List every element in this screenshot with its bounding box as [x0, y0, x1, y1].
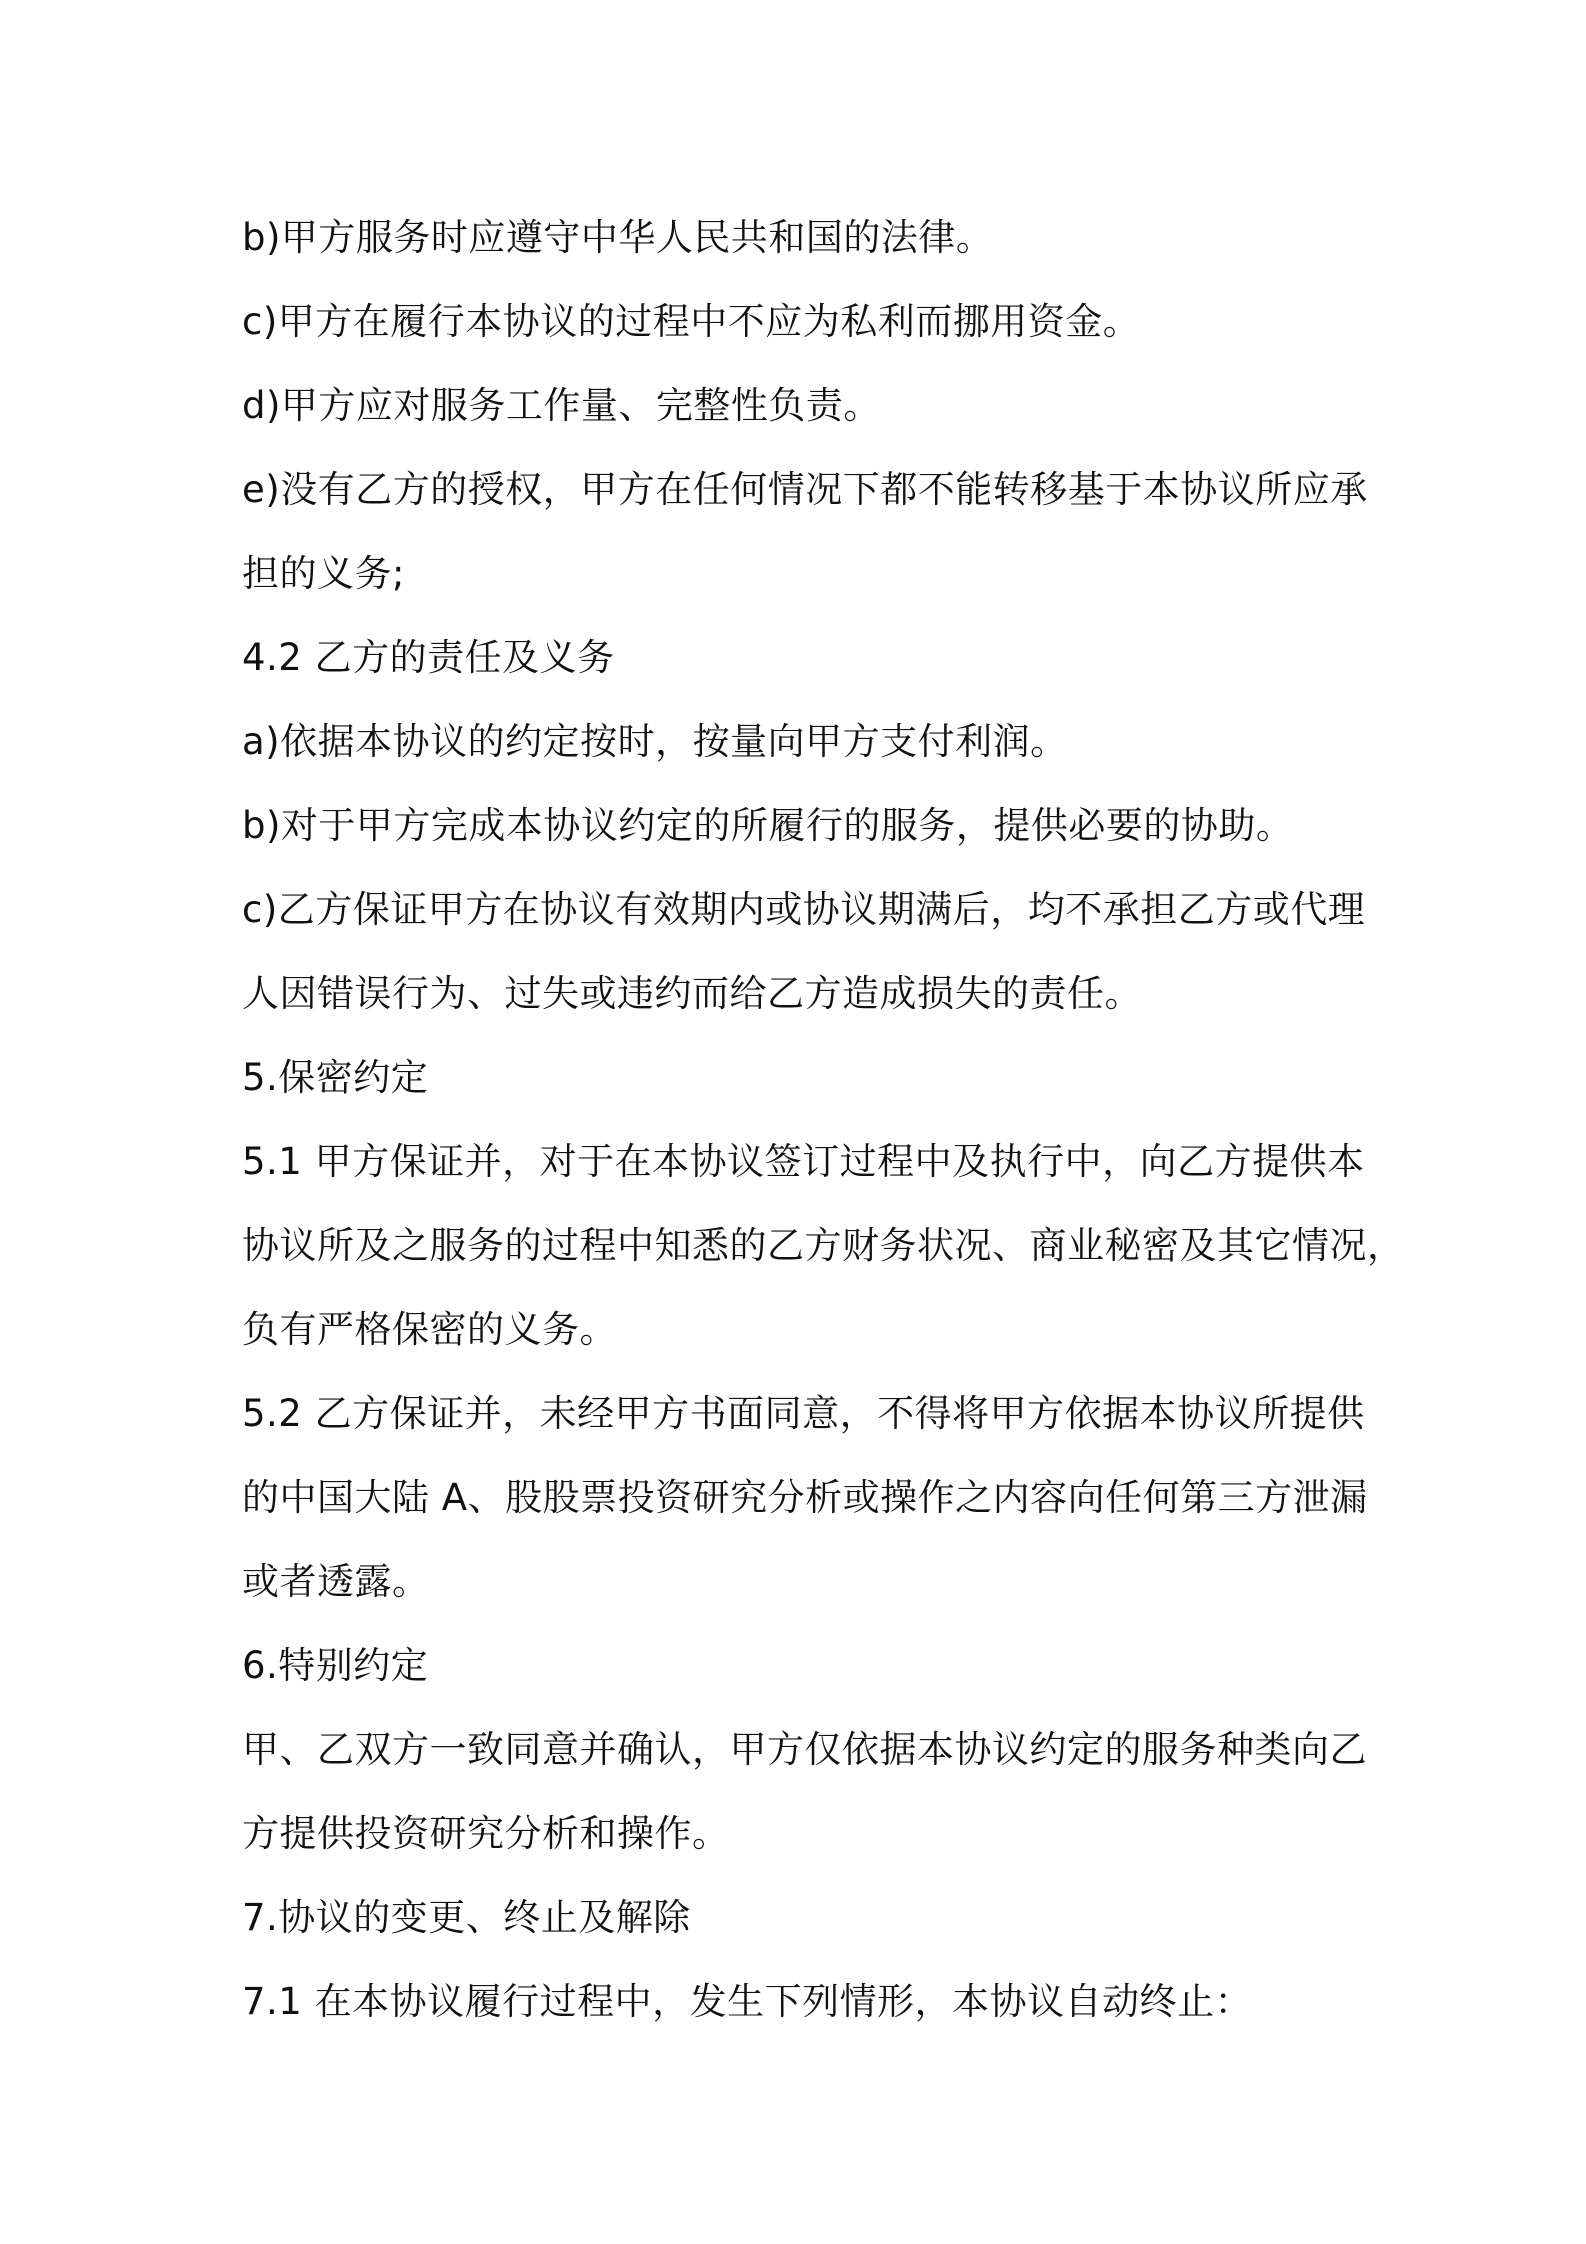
- clause-5-1-line-2: 协议所及之服务的过程中知悉的乙方财务状况、商业秘密及其它情况，: [242, 1224, 1405, 1267]
- clause-7-1: 7.1 在本协议履行过程中，发生下列情形，本协议自动终止：: [242, 1980, 1253, 2023]
- clause-5-2-line-3: 或者透露。: [242, 1560, 430, 1603]
- section-7-heading: 7.协议的变更、终止及解除: [242, 1896, 691, 1939]
- section-6-heading: 6.特别约定: [242, 1644, 429, 1687]
- clause-5-1-line-1: 5.1 甲方保证并，对于在本协议签订过程中及执行中，向乙方提供本: [242, 1140, 1365, 1183]
- clause-a-payment: a)依据本协议的约定按时，按量向甲方支付利润。: [242, 720, 1068, 763]
- clause-c-liability-line-2: 人因错误行为、过失或违约而给乙方造成损失的责任。: [242, 972, 1142, 1015]
- clause-e-authorization-line-1: e)没有乙方的授权，甲方在任何情况下都不能转移基于本协议所应承: [242, 468, 1368, 511]
- clause-5-1-line-3: 负有严格保密的义务。: [242, 1308, 617, 1351]
- section-6-line-1: 甲、乙双方一致同意并确认，甲方仅依据本协议约定的服务种类向乙: [242, 1728, 1367, 1771]
- clause-c-party-a-funds: c)甲方在履行本协议的过程中不应为私利而挪用资金。: [242, 300, 1141, 343]
- clause-b-assistance: b)对于甲方完成本协议约定的所履行的服务，提供必要的协助。: [242, 804, 1294, 847]
- clause-d-party-a-workload: d)甲方应对服务工作量、完整性负责。: [242, 384, 881, 427]
- section-5-heading: 5.保密约定: [242, 1056, 429, 1099]
- clause-e-authorization-line-2: 担的义务;: [242, 552, 405, 595]
- clause-5-2-line-2: 的中国大陆 A、股股票投资研究分析或操作之内容向任何第三方泄漏: [242, 1476, 1368, 1519]
- clause-5-2-line-1: 5.2 乙方保证并，未经甲方书面同意，不得将甲方依据本协议所提供: [242, 1392, 1365, 1435]
- clause-b-party-a-law: b)甲方服务时应遵守中华人民共和国的法律。: [242, 216, 994, 259]
- document-body: [242, 196, 1405, 2044]
- clause-c-liability-line-1: c)乙方保证甲方在协议有效期内或协议期满后，均不承担乙方或代理: [242, 888, 1366, 931]
- section-4-2-heading: 4.2 乙方的责任及义务: [242, 636, 615, 679]
- section-6-line-2: 方提供投资研究分析和操作。: [242, 1812, 730, 1855]
